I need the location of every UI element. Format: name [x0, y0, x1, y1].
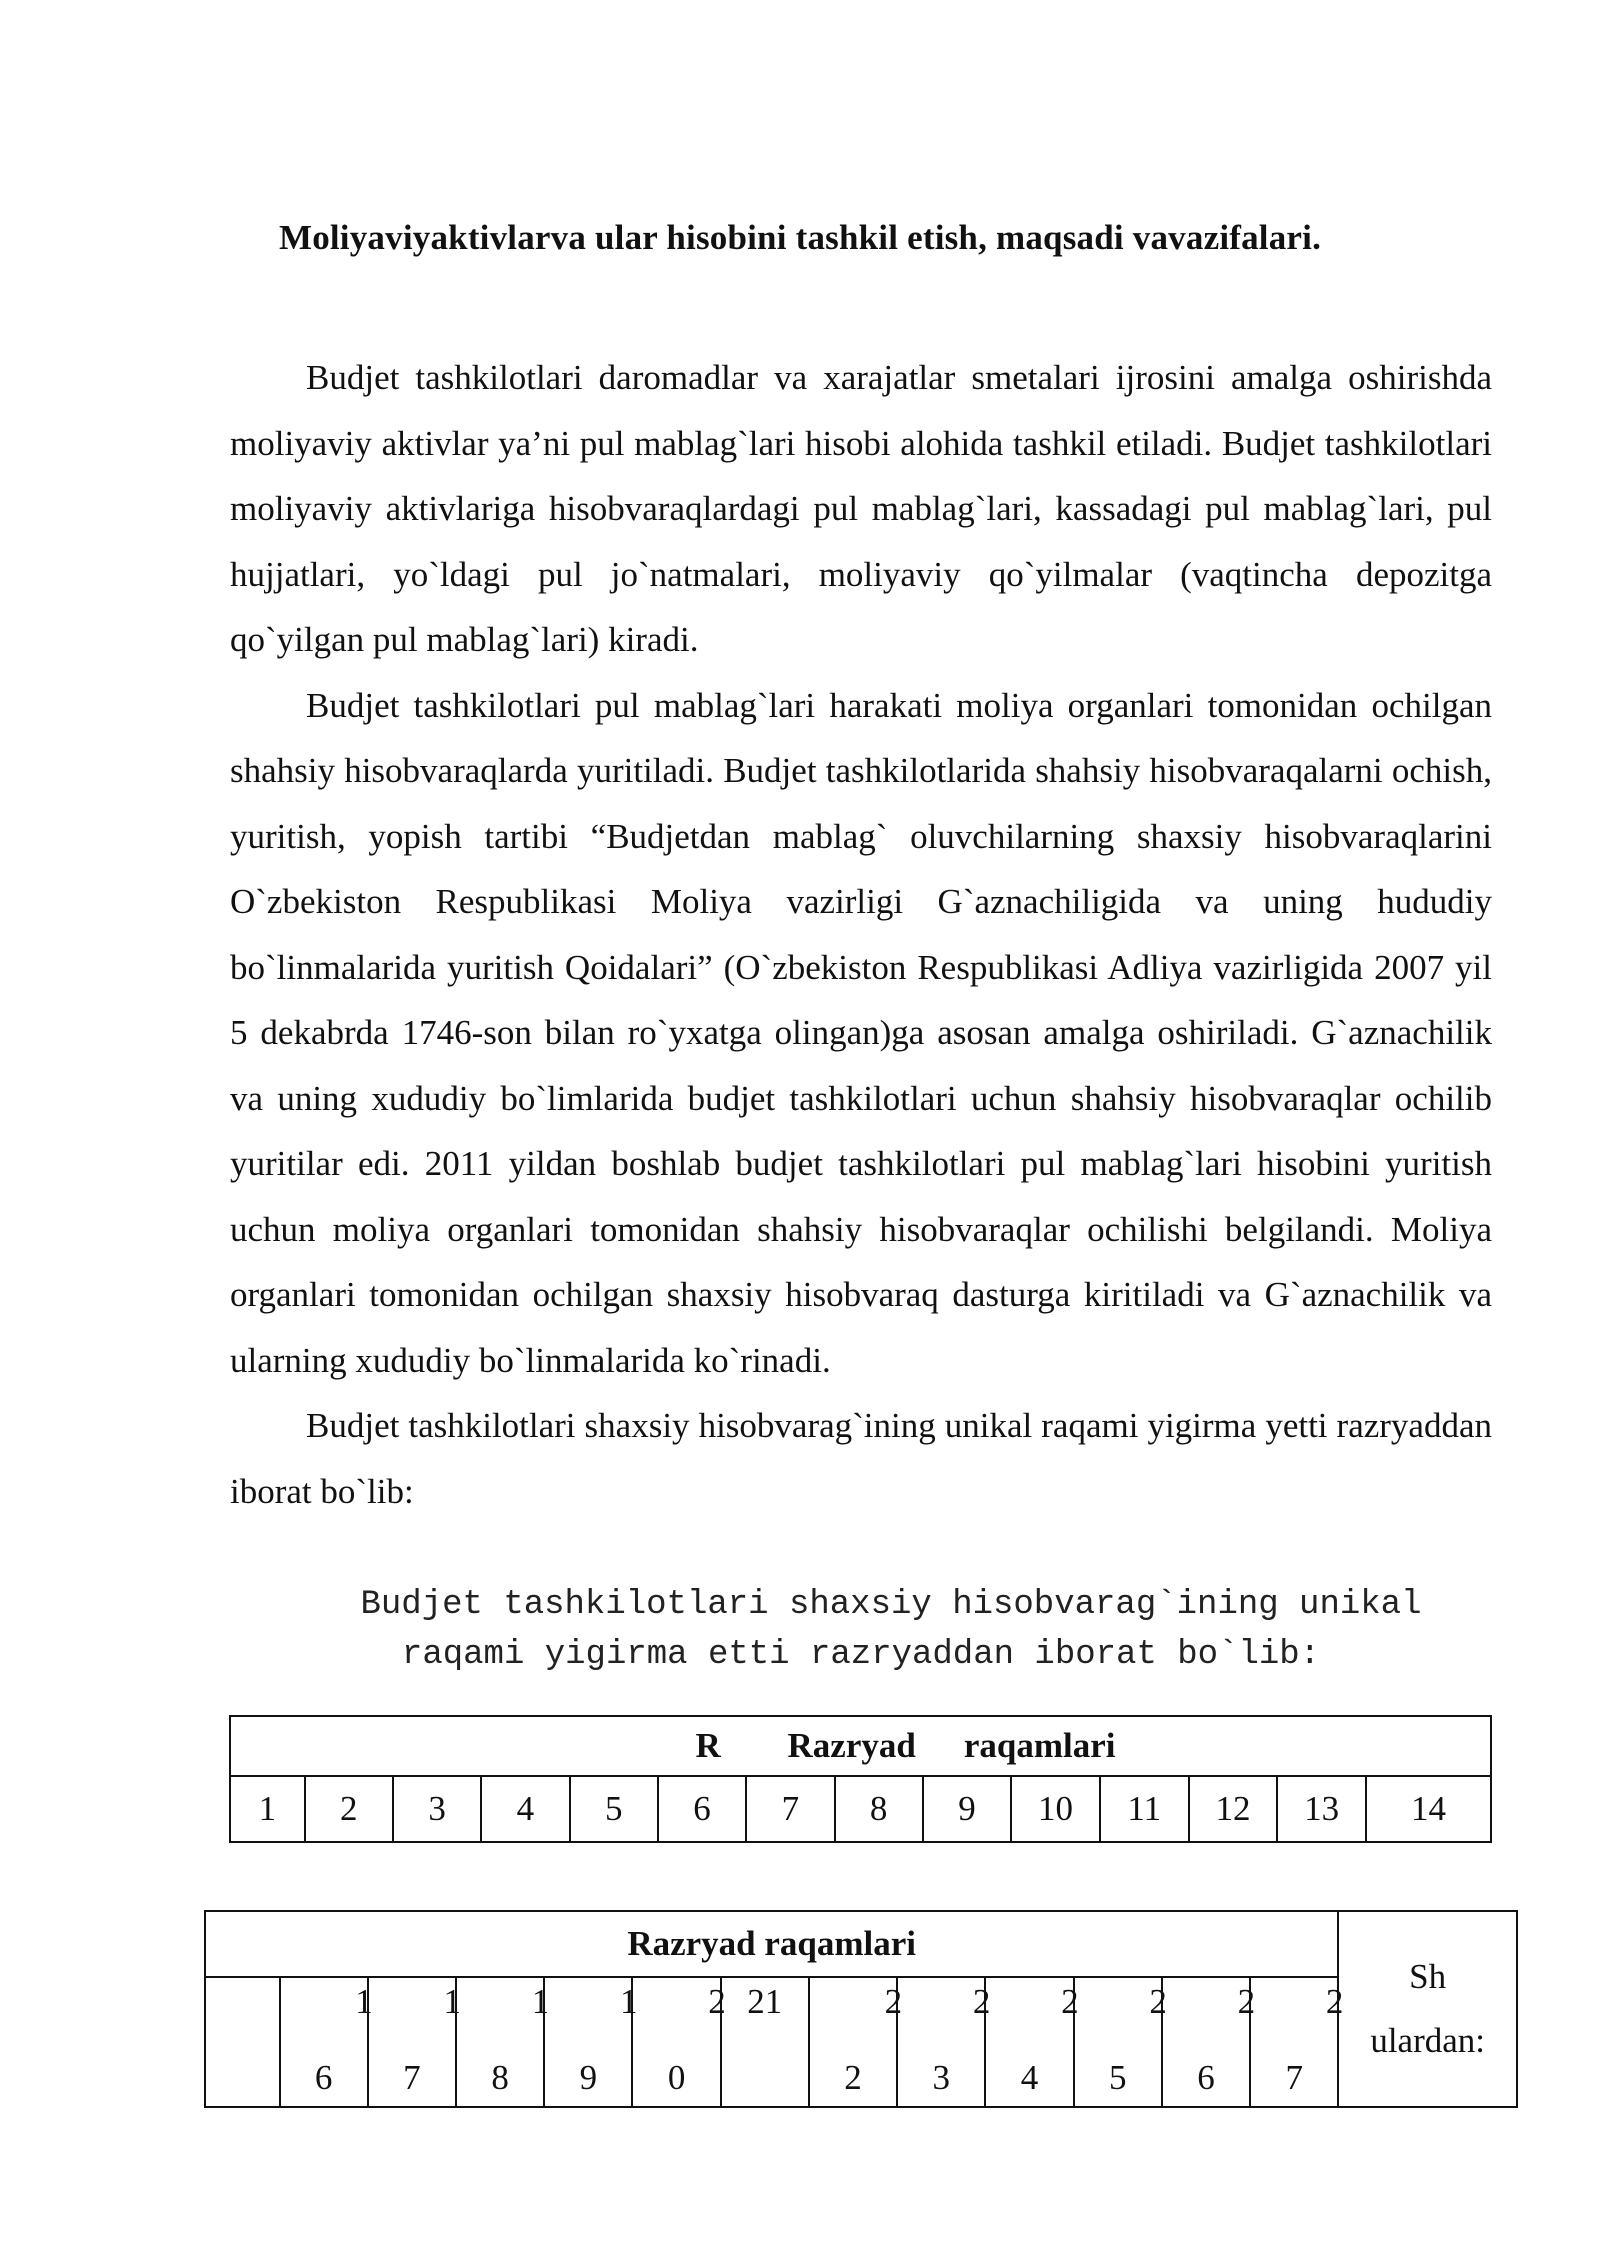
- table2-digit-bottom: 3: [932, 2058, 951, 2097]
- table2-digit-cell: [897, 1977, 991, 2107]
- table2-digit-cell: [368, 1977, 461, 2107]
- table2-digit-bottom: 7: [1285, 2058, 1303, 2097]
- table1-digit-cell: 6: [658, 1776, 746, 1842]
- table2-digit-cell: [721, 1977, 809, 2107]
- table2-digit-cell: [205, 1977, 280, 2107]
- table1-header-razryad: Razryad: [787, 1726, 916, 1765]
- table1-digit-cell: 7: [746, 1776, 834, 1842]
- table2-digit-top: 1: [531, 1982, 550, 2021]
- paragraph-2: Budjet tashkilotlari pul mablag`lari harakati moliya organlari tomonidan ochilgan shahsiy hisobvaraqlarda yuritiladi. Budjet tashkilotlarida shahsiy hisobvaraqalarni ochish, yuritish, yopish tartibi “Budjetdan mablag` oluvchilarning shaxsiy hisobvaraqlarini O`zbekiston Respublikasi Moliya vazirligi G`aznachiligida va uning hududiy bo`linmalarida yuritish Qoidalari” (O`zbekiston Respublikasi Adliya vazirligida 2007 yil 5 dekabrda 1746-son bilan ro`yxatga olingan)ga asosan amalga oshiriladi. G`aznachilik va uning xududiy bo`limlarida budjet tashkilotlari uchun shahsiy hisobvaraqlar ochilib yuritilar edi. 2011 yildan boshlab budjet tashkilotlari pul mablag`lari hisobini yuritish uchun moliya organlari tomonidan shahsiy hisobvaraqlar ochilishi belgilandi. Moliya organlari tomonidan ochilgan shaxsiy hisobvaraq dasturga kiritiladi va G`aznachilik va ularning xududiy bo`linmalarida ko`rinadi.: [230, 685, 1492, 1380]
- table1-digit-cell: 4: [481, 1776, 569, 1842]
- table2-digit-top: 1: [355, 1982, 373, 2021]
- table2-digit-top: 2: [972, 1982, 991, 2021]
- table2-digit-bottom: 5: [1108, 2058, 1127, 2097]
- table1-header-r: R: [695, 1726, 721, 1765]
- table1-digit-cell: 5: [570, 1776, 658, 1842]
- table2-digit-bottom: 8: [491, 2058, 509, 2097]
- table2-digit-top: 2: [1325, 1982, 1344, 2021]
- caption-line-1: Budjet tashkilotlari shaxsiy hisobvarag`ining unikal: [360, 1586, 1422, 1624]
- table2-digit-cell: [1162, 1977, 1256, 2107]
- table2-digit-bottom: 6: [314, 2058, 333, 2097]
- table1-digit-cell: 11: [1100, 1776, 1189, 1842]
- table2-digit-cell: [985, 1977, 1079, 2107]
- table2-side-header-sh: Sh: [1409, 1957, 1447, 1996]
- table2-digit-bottom: 6: [1197, 2058, 1215, 2097]
- table1-digit-cell: 1: [230, 1776, 305, 1842]
- table2-side-header-ulardan: ulardan:: [1370, 2021, 1485, 2060]
- paragraph-3: Budjet tashkilotlari shaxsiy hisobvarag`ining unikal raqami yigirma yetti razryaddan iborat bo`lib:: [230, 1406, 1492, 1511]
- table2-digit-cell: [1074, 1977, 1167, 2107]
- table2-digit-top: 2: [1149, 1982, 1167, 2021]
- table2-side-header: [1338, 1911, 1517, 2107]
- table2-digit-top: 21: [747, 1982, 783, 2021]
- table1-digit-cell: 3: [393, 1776, 481, 1842]
- table2-digit-bottom: 2: [844, 2058, 862, 2097]
- table2-digit-top: 1: [619, 1982, 638, 2021]
- monospace-caption: [230, 1580, 1492, 1680]
- table2-digit-bottom: 0: [667, 2058, 686, 2097]
- document-title: Moliyaviyaktivlarva ular hisobini tashkil etish, maqsadi vavazifalari.: [278, 218, 1322, 257]
- table2-digit-top: 2: [708, 1982, 726, 2021]
- table2-digit-cell: [1250, 1977, 1344, 2107]
- table2-digit-cell: [809, 1977, 903, 2107]
- table1-digit-cell: 8: [835, 1776, 923, 1842]
- table2-digit-cell: [544, 1977, 638, 2107]
- table2-digit-top: 2: [1061, 1982, 1079, 2021]
- table2-digit-top: 2: [1237, 1982, 1256, 2021]
- table2-digit-bottom: 4: [1020, 2058, 1039, 2097]
- table2-digit-bottom: 7: [403, 2058, 421, 2097]
- body-text: [230, 345, 1492, 1524]
- table2-digit-top: 2: [884, 1982, 903, 2021]
- table1-digit-cell: 12: [1189, 1776, 1278, 1842]
- table1-digit-cell: 10: [1011, 1776, 1100, 1842]
- table1-digit-cell: 2: [305, 1776, 393, 1842]
- table2-digit-top: 1: [443, 1982, 461, 2021]
- table2-digit-cell: [632, 1977, 726, 2107]
- digits-table-2: [204, 1910, 1518, 2108]
- table1-header: [230, 1716, 1491, 1776]
- table2-digit-cell: [456, 1977, 550, 2107]
- digits-table-1: [229, 1715, 1492, 1843]
- table1-header-raqamlari: raqamlari: [963, 1726, 1116, 1765]
- paragraph-1: Budjet tashkilotlari daromadlar va xarajatlar smetalari ijrosini amalga oshirishda moliyaviy aktivlar ya’ni pul mablag`lari hisobi alohida tashkil etiladi. Budjet tashkilotlari moliyaviy aktivlariga hisobvaraqlardagi pul mablag`lari, kassadagi pul mablag`lari, pul hujjatlari, yo`ldagi pul jo`natmalari, moliyaviy qo`yilmalar (vaqtincha depozitga qo`yilgan pul mablag`lari) kiradi.: [230, 358, 1492, 659]
- table1-digit-cell: 9: [923, 1776, 1011, 1842]
- table1-digit-cell: 13: [1277, 1776, 1366, 1842]
- table2-digit-bottom: 9: [579, 2058, 598, 2097]
- caption-line-2: raqami yigirma etti razryaddan iborat bo`lib:: [401, 1636, 1321, 1674]
- table1-digit-cell: 14: [1366, 1776, 1491, 1842]
- table2-digit-cell: [280, 1977, 373, 2107]
- table2-header: Razryad raqamlari: [205, 1911, 1338, 1977]
